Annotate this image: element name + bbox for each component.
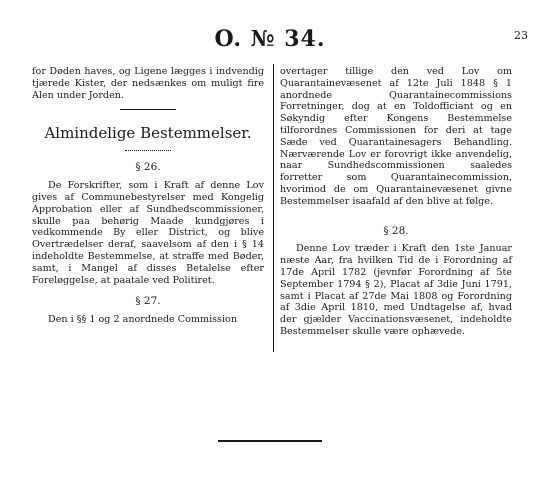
paragraph-28-text: Denne Lov træder i Kraft den 1ste Januar næste Aar, fra hvilken Tid de i Forordning af 17de April 1782 (jevnfør Forordning af 5te September 1794 § 2), Placat af 3die Juni 1791, samt i Placat af 27de Mai 1808 og Forordning af 3die April 1810, med Undtagelse af, hvad der gjælder Vaccinationsvæsenet, indeholdte Bestemmelser skulle være ophævede. (280, 243, 512, 337)
bottom-rule (218, 440, 322, 442)
right-continuation-text: overtager tillige den ved Lov om Quarantainevæsenet af 12te Juli 1848 § 1 anordnede Quarantainecommissions Forretninger, dog at en Toldofficiant og en Søkyndig efter Kongens Bestemmelse tilforordnes Commissionen for deri at tage Sæde ved Quarantainesagers Behandling. Nærværende Lov er forovrigt ikke anvendelig, naar Sundhedscommissionen saaledes forretter som Quarantainecommission, hvorimod de om Quarantainevæsenet givne Bestemmelser isaafald af den blive at følge. (280, 66, 512, 207)
column-divider (273, 64, 274, 352)
paragraph-number-28: § 28. (383, 224, 409, 237)
paragraph-26-text: De Forskrifter, som i Kraft af denne Lov gives af Communebestyrelser med Kongelig Approbation eller af Sundhedscommissioner, skulle paa behørig Maade kundgjøres i vedkommende By eller District, og blive Overtrædelser deraf, saavelsom af den i § 14 indeholdte Bestemmelse, at straffe med Bøder, samt, i Mangel af disses Betalelse efter Foreløggelse, at paatale ved Politiret. (32, 180, 264, 286)
paragraph-27-text: Den i §§ 1 og 2 anordnede Commission (48, 314, 238, 326)
page-number: 23 (514, 29, 528, 42)
left-continuation-text: for Døden haves, og Ligene lægges i indvendig tjærede Kister, der nedsænkes om muligt fire Alen under Jorden. (32, 66, 264, 101)
right-column (280, 66, 512, 338)
page-header (0, 26, 540, 56)
left-column (32, 66, 264, 326)
page-title: O. № 34. (214, 26, 326, 52)
divider-dotted (125, 150, 171, 152)
paragraph-number-26: § 26. (135, 161, 161, 174)
section-heading: Almindelige Bestemmelser. (44, 124, 252, 143)
paragraph-number-27: § 27. (135, 295, 161, 308)
divider (120, 109, 176, 110)
